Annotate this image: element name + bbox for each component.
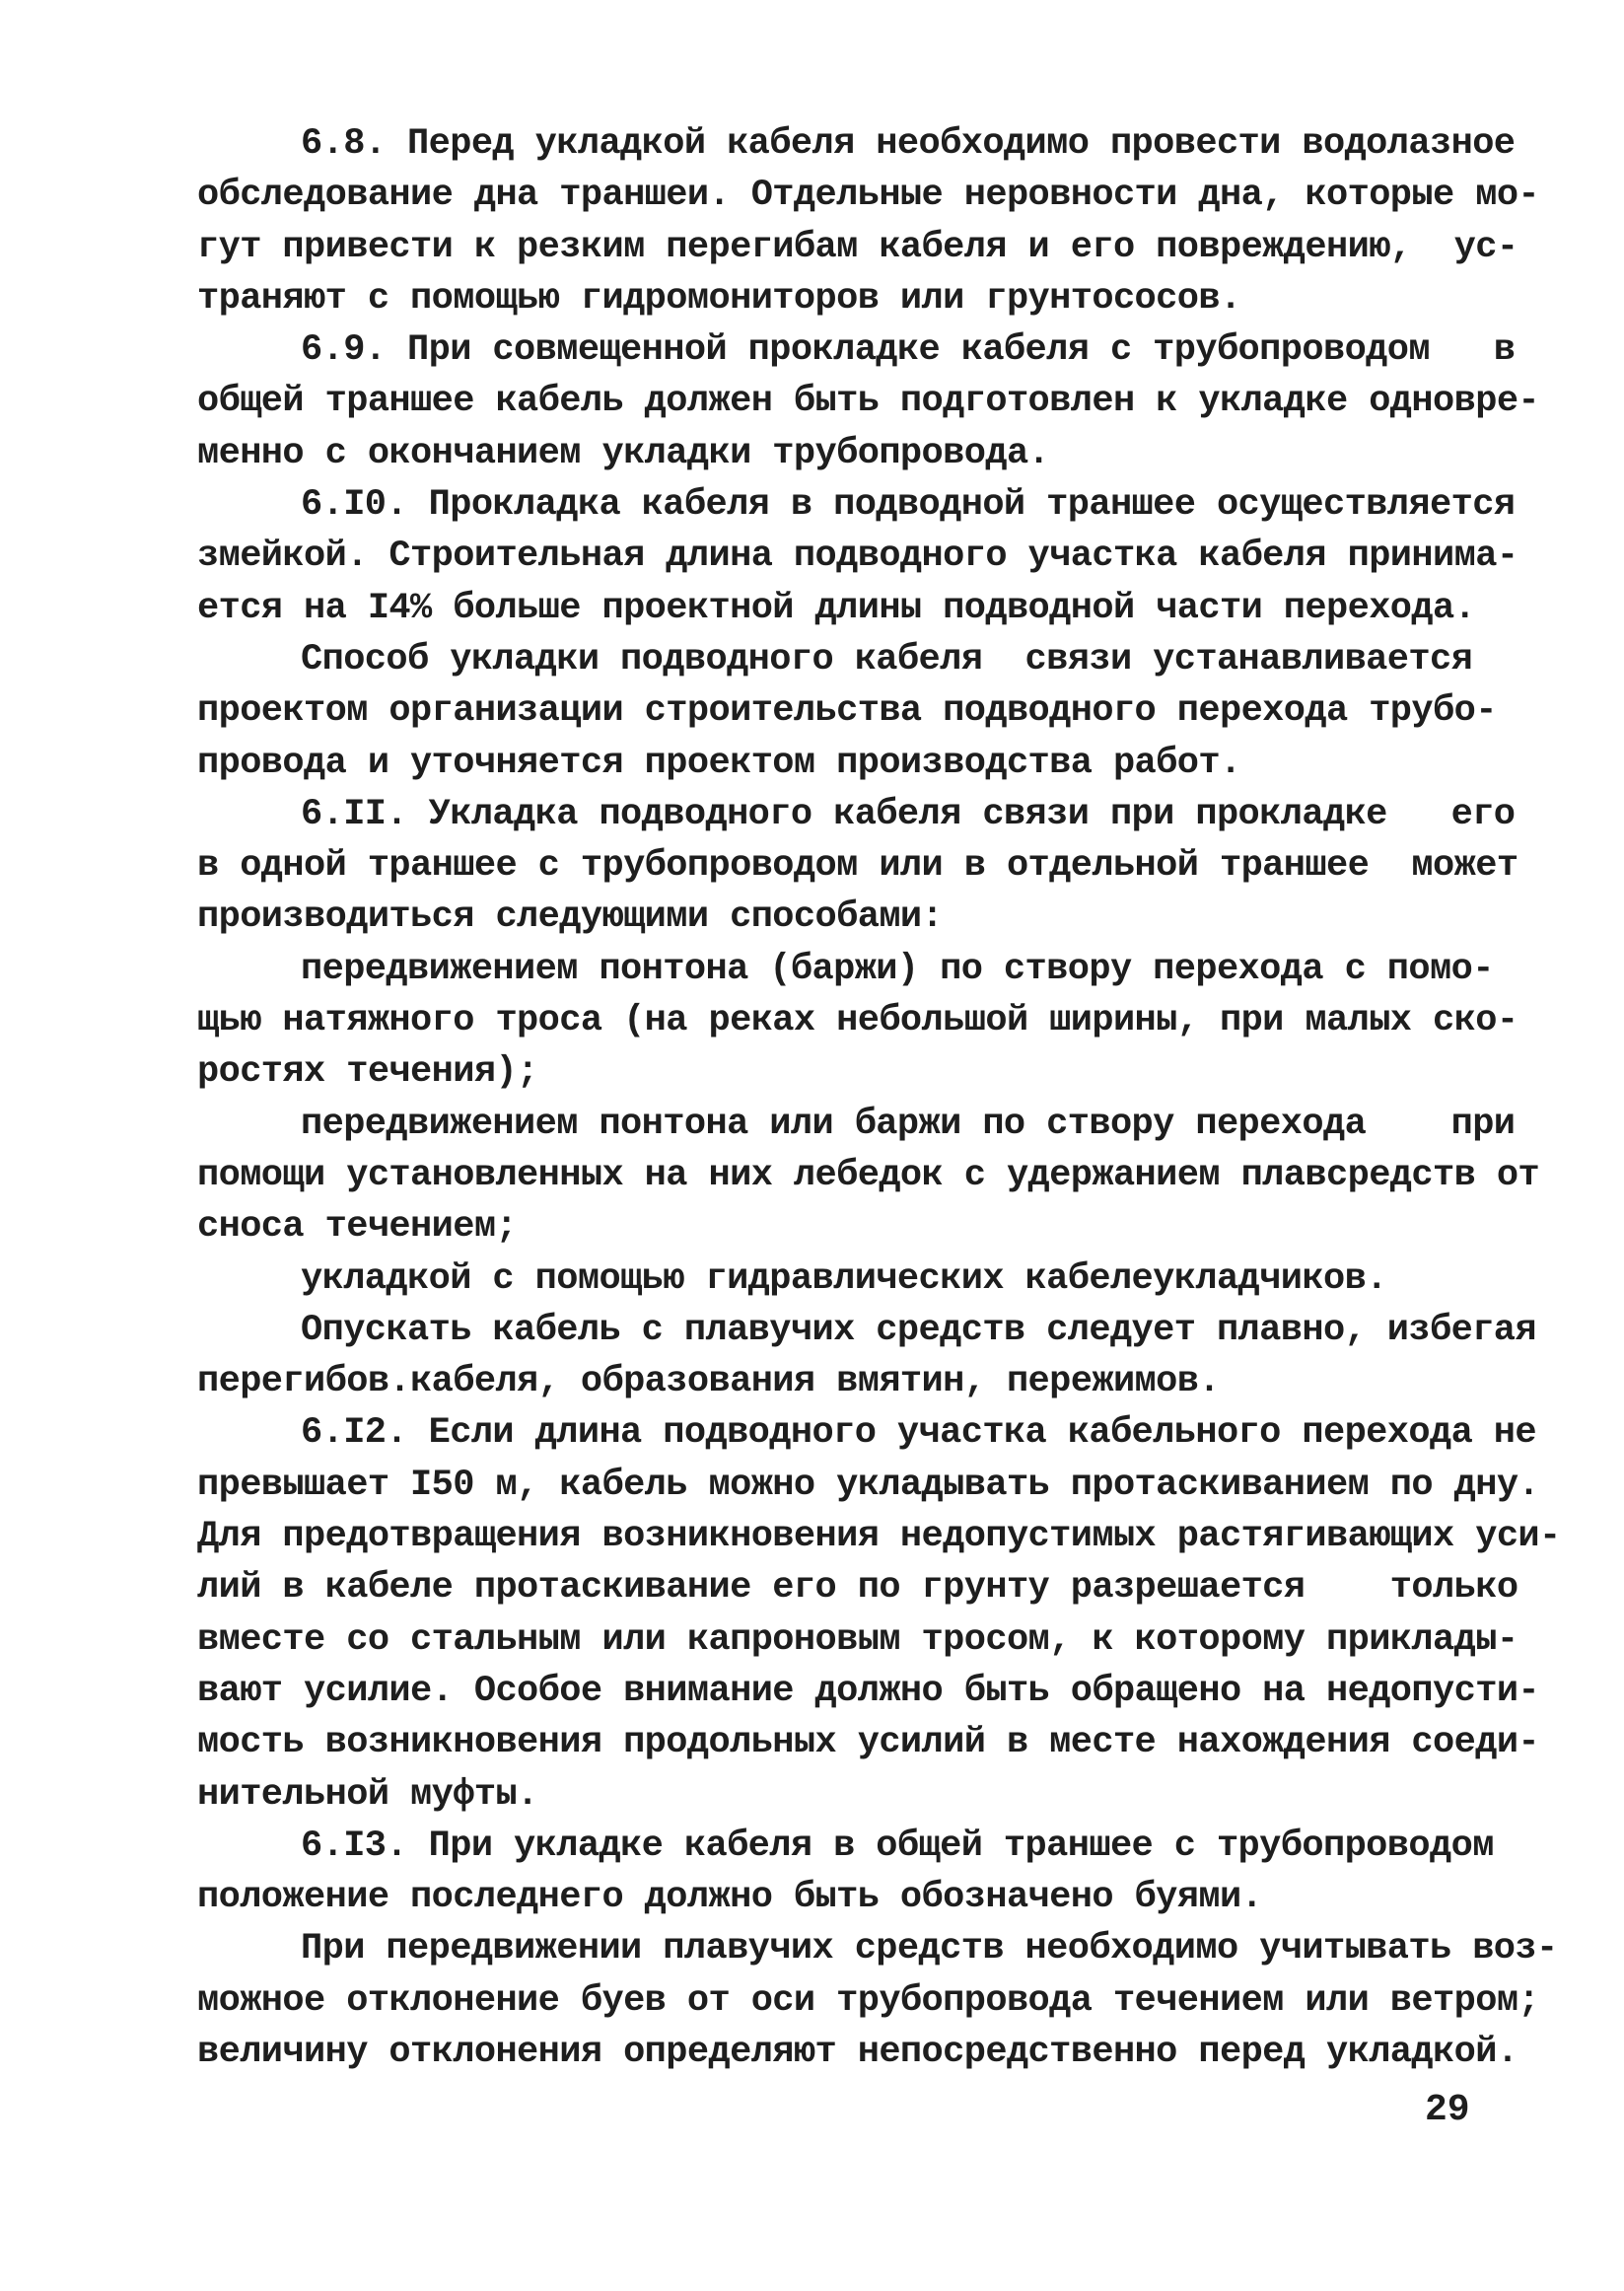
text-line: 6.I3. При укладке кабеля в общей траншее с трубопроводом [301,1825,1494,1867]
text-line: общей траншее кабель должен быть подготовлен к укладке одновре- [197,381,1540,423]
text-line: При передвижении плавучих средств необходимо учитывать воз- [301,1928,1558,1970]
text-line: 6.II. Укладка подводного кабеля связи при прокладке его [301,793,1516,835]
text-line: сноса течением; [197,1206,518,1249]
text-line: траняют с помощью гидромониторов или грунтососов. [197,277,1241,320]
text-line: змейкой. Строительная длина подводного участка кабеля принима- [197,536,1518,578]
page-number: 29 [1425,2089,1470,2131]
text-line: 6.8. Перед укладкой кабеля необходимо провести водолазное [301,123,1516,165]
text-line: вместе со стальным или капроновым тросом, к которому приклады- [197,1618,1518,1661]
text-line: в одной траншее с трубопроводом или в отдельной траншее может [197,845,1518,888]
text-line: величину отклонения определяют непосредственно перед укладкой. [197,2031,1518,2073]
text-line: Для предотвращения возникновения недопустимых растягивающих уси- [197,1516,1561,1558]
text-line: гут привести к резким перегибам кабеля и его повреждению, ус- [197,226,1518,268]
text-line: вают усилие. Особое внимание должно быть обращено на недопусти- [197,1670,1540,1712]
text-line: укладкой с помощью гидравлических кабелеукладчиков. [301,1257,1387,1300]
document-body [197,118,1561,2078]
text-line: мость возникновения продольных усилий в месте нахождения соеди- [197,1722,1540,1764]
text-line: лий в кабеле протаскивание его по грунту разрешается только [197,1567,1518,1610]
text-line: щью натяжного троса (на реках небольшой ширины, при малых ско- [197,1000,1518,1042]
text-line: помощи установленных на них лебедок с удержанием плавсредств от [197,1154,1540,1196]
text-line: перегибов.кабеля, образования вмятин, пережимов. [197,1361,1220,1403]
text-line: обследование дна траншеи. Отдельные неровности дна, которые мо- [197,175,1540,217]
text-line: можное отклонение буев от оси трубопровода течением или ветром; [197,1979,1540,2022]
text-line: производиться следующими способами: [197,896,944,939]
text-line: 6.I2. Если длина подводного участка кабельного перехода не [301,1412,1537,1455]
text-line: нительной муфты. [197,1773,538,1816]
text-line: положение последнего должно быть обозначено буями. [197,1877,1263,1919]
text-line: Способ укладки подводного кабеля связи устанавливается [301,638,1473,680]
text-line: провода и уточняется проектом производства работ. [197,742,1241,784]
text-line: ростях течения); [197,1051,538,1094]
text-line: ется на I4% больше проектной длины подводной части перехода. [197,587,1476,629]
text-line: передвижением понтона (баржи) по створу перехода с помо- [301,948,1494,990]
text-line: 6.9. При совмещенной прокладке кабеля с трубопроводом в [301,329,1516,372]
text-line: Опускать кабель с плавучих средств следует плавно, избегая [301,1309,1537,1351]
text-line: передвижением понтона или баржи по створу перехода при [301,1103,1516,1145]
text-line: превышает I50 м, кабель можно укладывать протаскиванием по дну. [197,1464,1540,1506]
text-line: 6.I0. Прокладка кабеля в подводной траншее осуществляется [301,484,1516,527]
text-line: проектом организации строительства подводного перехода трубо- [197,690,1497,733]
text-line: менно с окончанием укладки трубопровода. [197,432,1050,474]
